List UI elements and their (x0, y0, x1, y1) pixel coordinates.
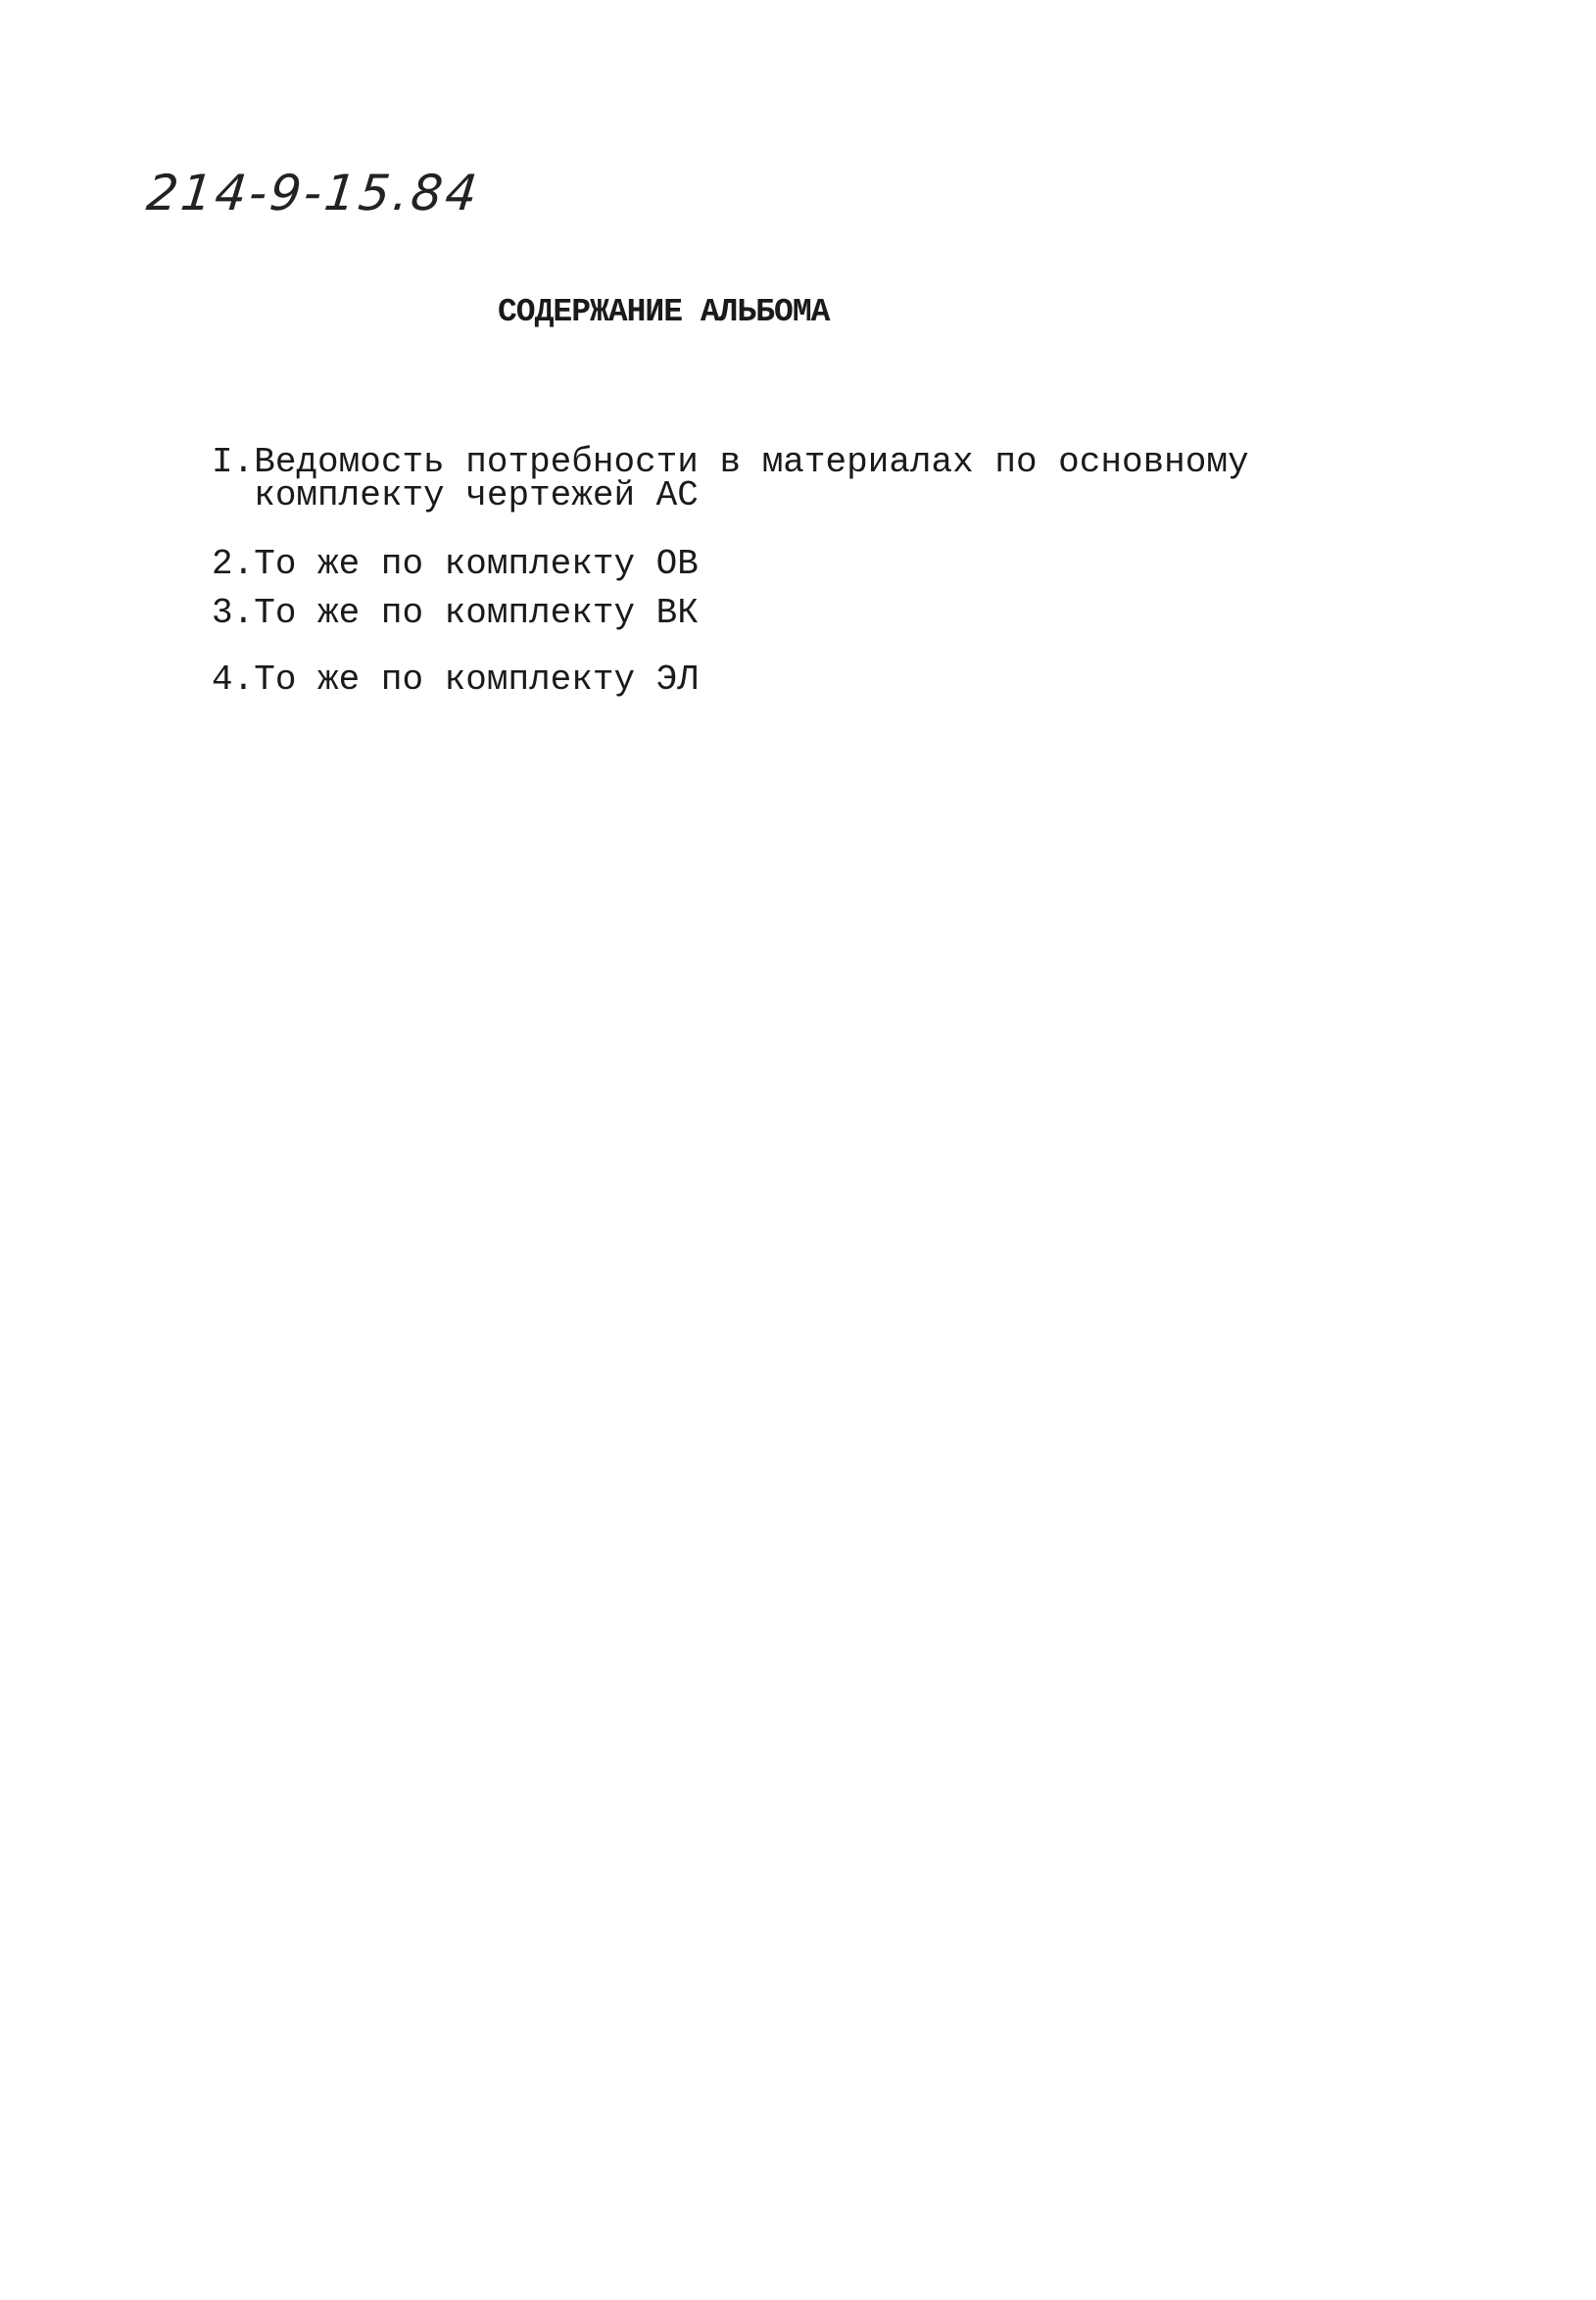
item-text: То же по комплекту ВК (254, 593, 699, 633)
item-text: То же по комплекту ОВ (254, 544, 699, 584)
item-number: 3. (212, 593, 255, 633)
item-number: 4. (212, 660, 255, 700)
item-number: I. (212, 442, 255, 482)
page-title: СОДЕРЖАНИЕ АЛЬБОМА (498, 294, 830, 330)
list-item (212, 544, 1485, 584)
item-text: Ведомость потребности в материалах по основному комплекту чертежей АС (254, 442, 1249, 515)
list-item (212, 660, 1485, 700)
list-item (212, 593, 1485, 633)
item-text: То же по комплекту ЭЛ (254, 660, 699, 700)
list-item (212, 442, 1485, 515)
item-number: 2. (212, 544, 255, 584)
document-code-handwritten: 214-9-15.84 (143, 165, 483, 221)
contents-list (212, 442, 1485, 700)
